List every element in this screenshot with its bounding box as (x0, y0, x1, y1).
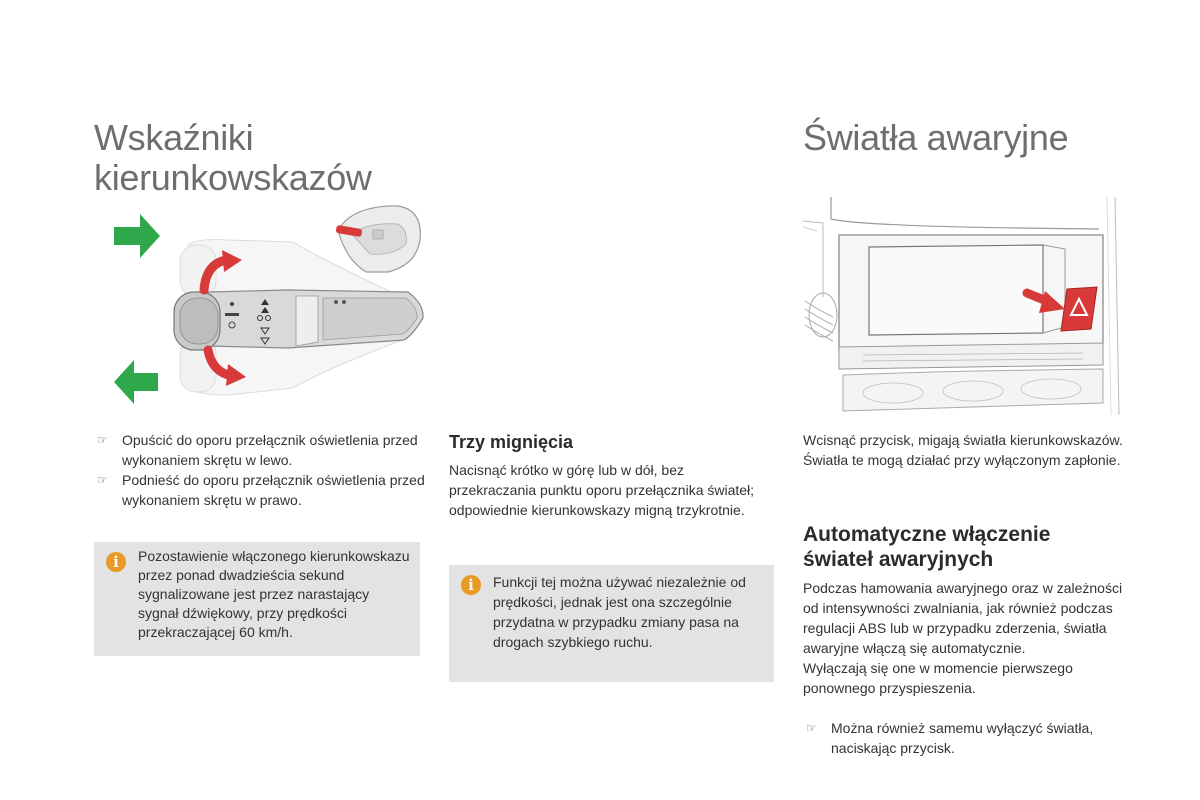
right-bullet-list (803, 718, 1128, 758)
hazard-button-illustration (803, 197, 1127, 415)
auto-hazard-text: Podczas hamowania awaryjnego oraz w zależności od intensywności zwalniania, jak również podczas regulacji ABS lub w przypadku zderzenia, światła awaryjne włączą się automatycznie. Wyłączają się one w momencie pierwszego ponownego przyspieszenia. (803, 580, 1123, 696)
list-item-text: Podnieść do oporu przełącznik oświetlenia przed wykonaniem skrętu w prawo. (122, 472, 425, 508)
pointing-hand-icon: ☞ (97, 433, 108, 447)
left-info-text: Pozostawienie włączonego kierunkowskazu przez ponad dwadzieścia sekund sygnalizowane jest przez narastający sygnał dźwiękowy, przy prędkości przekraczającej 60 km/h. (138, 548, 410, 640)
green-arrow-left-icon (114, 360, 158, 404)
list-item-text: Opuścić do oporu przełącznik oświetlenia przed wykonaniem skrętu w lewo. (122, 432, 418, 468)
left-bullet-list (94, 430, 426, 510)
pointing-hand-icon: ☞ (97, 473, 108, 487)
list-item (94, 470, 426, 510)
steering-wheel-thumbnail (336, 206, 421, 272)
hazard-warning-button-icon (1061, 287, 1097, 331)
left-info-box (94, 542, 420, 656)
info-icon: i (106, 552, 126, 572)
list-item (94, 430, 426, 470)
pointing-hand-icon: ☞ (806, 721, 817, 735)
list-item (803, 718, 1128, 758)
middle-info-box (449, 565, 774, 682)
right-section-title: Światła awaryjne (803, 117, 1069, 158)
list-item-text: Można również samemu wyłączyć światła, naciskając przycisk. (831, 720, 1094, 756)
turn-signal-stalk-illustration (108, 200, 428, 412)
three-blinks-heading: Trzy mignięcia (449, 432, 574, 452)
auto-hazard-heading: Automatyczne włączenie świateł awaryjnych (803, 523, 1051, 571)
hazard-intro-text: Wcisnąć przycisk, migają światła kierunkowskazów. Światła te mogą działać przy wyłączonym zapłonie. (803, 432, 1123, 468)
green-arrow-right-icon (114, 214, 160, 258)
middle-info-text: Funkcji tej można używać niezależnie od prędkości, jednak jest ona szczególnie przydatna w przypadku zmiany pasa na drogach szybkiego ruchu. (493, 574, 746, 650)
light-switch-stalk (174, 290, 423, 350)
info-icon: i (461, 575, 481, 595)
left-section-title: Wskaźniki kierunkowskazów (94, 117, 372, 198)
three-blinks-text: Nacisnąć krótko w górę lub w dół, bez przekraczania punktu oporu przełącznika świateł; odpowiednie kierunkowskazy migną trzykrotnie. (449, 462, 755, 518)
